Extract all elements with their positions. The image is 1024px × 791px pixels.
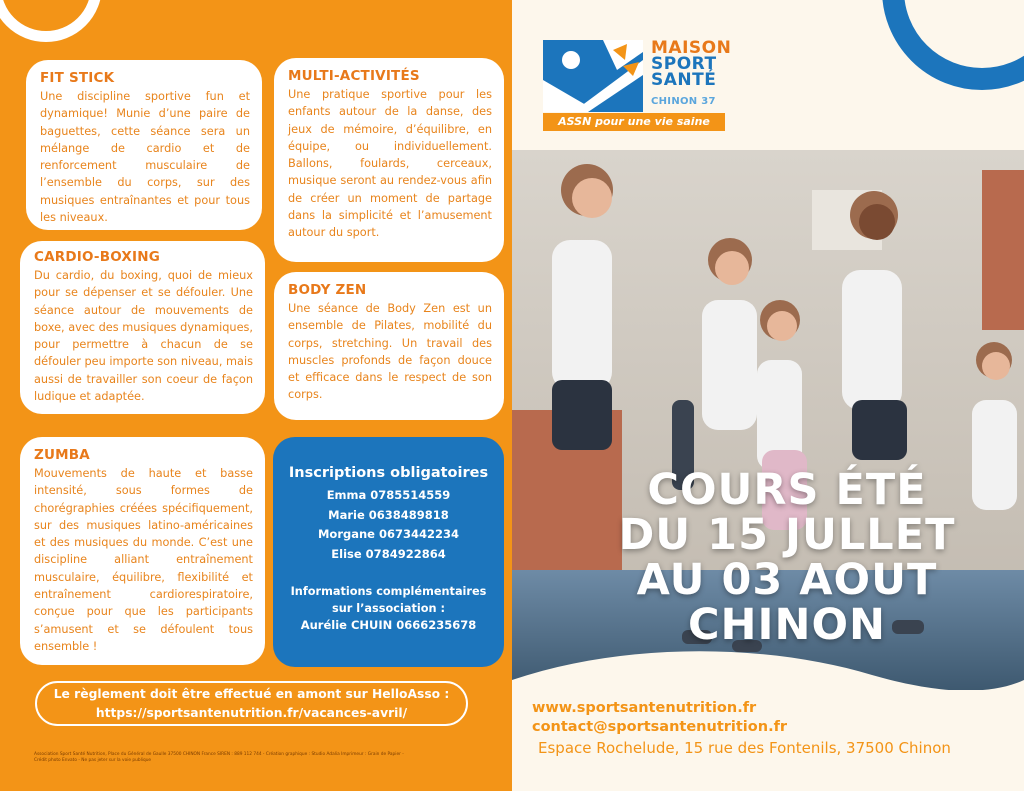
contact-line: Morgane 0673442234 (317, 527, 459, 541)
contact-line: Marie 0638489818 (328, 507, 449, 522)
email-link[interactable]: contact@sportsantenutrition.fr (532, 719, 788, 735)
contact-line: Elise 0784922864 (331, 546, 446, 561)
card-text: Une discipline sportive fun et dynamique! Munie d’une paire de baguettes, cette séance sera un mélange de cardio et de renforcement musculaire de l’ensemble du corps, sur des musiques entraînantes et pour tous les niveaux. (40, 90, 250, 225)
logo-text: CHINON 37 (651, 96, 716, 107)
right-panel (512, 0, 1024, 791)
inscriptions-card (273, 437, 504, 667)
hero-line: COURS ÉTÉ (647, 465, 927, 515)
hero-line: DU 15 JULLET (618, 510, 956, 560)
logo (543, 40, 733, 132)
card-text: Une pratique sportive pour les enfants autour de la danse, des jeux de mémoire, d’équilibre, en équipe, ou individuellement. Ballons, foulards, cerceaux, musique seront au rendez-vous afin de créer un moment de partage dans la simplicité et l’amusement autour du sport. (288, 88, 492, 240)
card-text: Une séance de Body Zen est un ensemble de Pilates, mobilité du corps, stretching. Un travail des muscles profonds de façon douce et efficace dans le respect de son corps. (288, 302, 492, 402)
card-text: Du cardio, du boxing, quoi de mieux pour se dépenser et se défouler. Une séance autour de mouvements de boxe, avec des musiques dynamiques, pour permettre à chacun de se défouler peu importe son niveau, mais aussi de travailler son coeur de façon ludique et adaptée. (34, 269, 253, 404)
inscriptions-title: Inscriptions obligatoires (288, 465, 489, 481)
hero-line: AU 03 AOUT (636, 555, 938, 605)
card-fit-stick (26, 60, 262, 230)
legal-mentions: Association Sport Santé Nutrition, Place du Général de Gaulle 37500 CHINON France SIREN : 889 112 744 - Création graphique : Studio Adalia Imprimeur : Grain de Papier - Crédit photo Envato - Ne pas jeter sur la voie publique (34, 752, 404, 763)
card-zumba (20, 437, 265, 665)
info-contact: Aurélie CHUIN 0666235678 (300, 618, 477, 632)
card-title: FIT STICK (40, 70, 115, 86)
payment-text: Le règlement doit être effectué en amont sur HelloAsso : (53, 687, 450, 701)
logo-text: SANTÉ (651, 70, 717, 90)
address-text: Espace Rochelude, 15 rue des Fontenils, 37500 Chinon (538, 739, 951, 757)
card-body-zen (274, 272, 504, 420)
card-cardio-boxing (20, 241, 265, 414)
website-link[interactable]: www.sportsantenutrition.fr (532, 700, 757, 716)
payment-notice (35, 681, 468, 726)
logo-text: SPORT (651, 54, 717, 74)
card-multi-activites (274, 58, 504, 262)
card-title: MULTI-ACTIVITÉS (288, 68, 420, 84)
payment-link[interactable]: https://sportsantenutrition.fr/vacances-avril/ (95, 706, 408, 720)
hero-title (552, 465, 1022, 650)
card-text: Mouvements de haute et basse intensité, sous formes de chorégraphies créées spécifiquement, sur des musiques latino-américaines et des musiques du monde. C’est une discipline alliant entraînement musculaire, équilibre, flexibilité et entraînement cardiorespiratoire, conçue pour que les participants s’amusent et se défoulent tous ensemble ! (34, 467, 253, 653)
logo-mark-icon (543, 40, 643, 112)
contact-line: Emma 0785514559 (326, 488, 451, 502)
logo-banner: ASSN pour une vie saine (543, 113, 725, 131)
info-label: Informations complémentaires sur l’association : (290, 585, 487, 615)
card-title: ZUMBA (34, 447, 90, 463)
hero-line: CHINON (687, 600, 887, 650)
logo-text: MAISON (651, 38, 732, 58)
card-title: CARDIO-BOXING (34, 249, 161, 265)
decorative-arc (882, 0, 1024, 90)
card-title: BODY ZEN (288, 282, 367, 298)
decorative-arc (0, 0, 102, 42)
